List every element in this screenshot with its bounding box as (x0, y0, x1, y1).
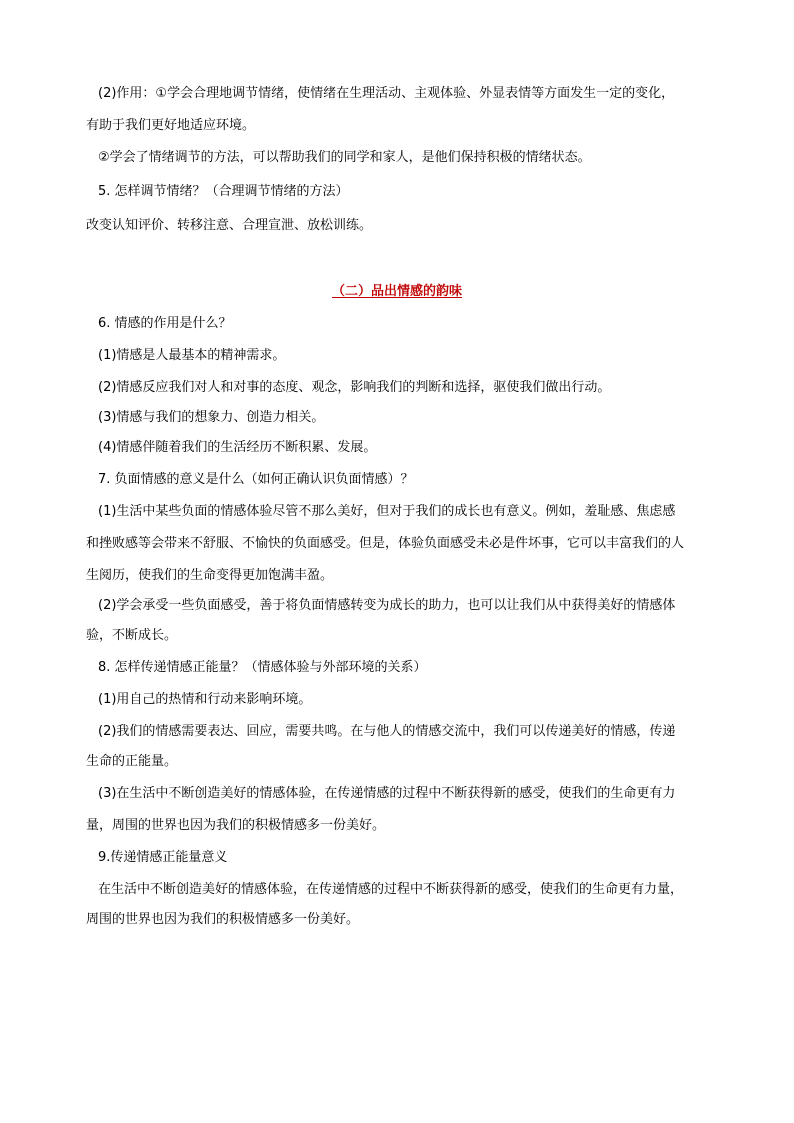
paragraph-line: (2)学会承受一些负面感受，善于将负面情感转变为成长的助力，也可以让我们从中获得美好的情感体 (98, 598, 676, 613)
paragraph-line: 周围的世界也因为我们的积极情感多一份美好。 (86, 912, 360, 927)
paragraph-line: 在生活中不断创造美好的情感体验，在传递情感的过程中不断获得新的感受，使我们的生命更有力量， (98, 882, 684, 897)
paragraph-line: (2)作用：①学会合理地调节情绪，使情绪在生理活动、主观体验、外显表情等方面发生一定的变化， (98, 86, 675, 101)
paragraph-line: 生阅历，使我们的生命变得更加饱满丰盈。 (86, 568, 334, 583)
paragraph-line: (4)情感伴随着我们的生活经历不断积累、发展。 (98, 440, 377, 455)
paragraph-line: 有助于我们更好地适应环境。 (86, 118, 256, 133)
question-heading: 8. 怎样传递情感正能量？（情感体验与外部环境的关系） (98, 660, 427, 675)
question-heading: 9.传递情感正能量意义 (98, 850, 228, 865)
paragraph-line: 生命的正能量。 (86, 754, 178, 769)
section-heading (0, 284, 794, 300)
paragraph-line: (1)用自己的热情和行动来影响环境。 (98, 692, 312, 707)
section-heading-text: （二）品出情感的韵味 (331, 284, 462, 299)
paragraph-line: (2)情感反应我们对人和对事的态度、观念，影响我们的判断和选择，驱使我们做出行动。 (98, 380, 611, 395)
question-heading: 7. 负面情感的意义是什么（如何正确认识负面情感）？ (98, 472, 414, 487)
paragraph-line: (2)我们的情感需要表达、回应，需要共鸣。在与他人的情感交流中，我们可以传递美好的情感，传递 (98, 724, 676, 739)
paragraph-line: 改变认知评价、转移注意、合理宣泄、放松训练。 (86, 218, 373, 233)
question-heading: 5. 怎样调节情绪？（合理调节情绪的方法） (98, 184, 349, 199)
paragraph-line: (3)情感与我们的想象力、创造力相关。 (98, 410, 325, 425)
paragraph-line: 验，不断成长。 (86, 628, 178, 643)
paragraph-line: 量，周围的世界也因为我们的积极情感多一份美好。 (86, 818, 386, 833)
paragraph-line: (3)在生活中不断创造美好的情感体验，在传递情感的过程中不断获得新的感受，使我们的生命更有力 (98, 786, 676, 801)
paragraph-line: (1)生活中某些负面的情感体验尽管不那么美好，但对于我们的成长也有意义。例如，羞耻感、焦虑感 (98, 504, 676, 519)
paragraph-line: 和挫败感等会带来不舒服、不愉快的负面感受。但是，体验负面感受未必是件坏事，它可以丰富我们的人 (86, 536, 685, 551)
paragraph-line: (1)情感是人最基本的精神需求。 (98, 348, 286, 363)
question-heading: 6. 情感的作用是什么？ (98, 316, 232, 331)
paragraph-line: ②学会了情绪调节的方法，可以帮助我们的同学和家人，是他们保持积极的情绪状态。 (98, 150, 591, 165)
